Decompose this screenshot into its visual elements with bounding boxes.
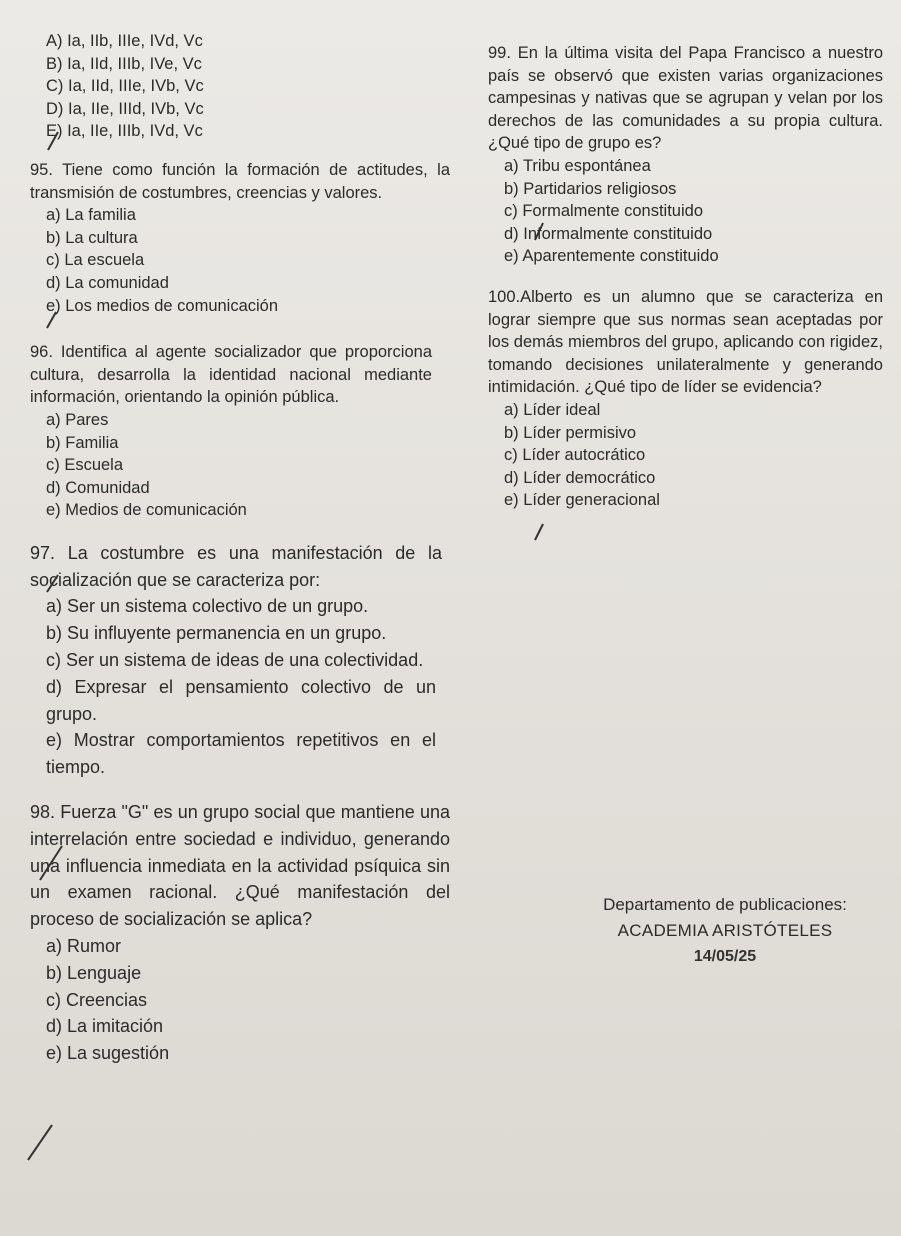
q98-option-b: b) Lenguaje xyxy=(46,962,142,983)
q98-option-e: e) La sugestión xyxy=(46,1043,170,1064)
q95-option-c: c) La escuela xyxy=(46,251,145,270)
option-c: C) Ia, IId, IIIe, IVb, Vc xyxy=(46,77,204,96)
question-100 xyxy=(488,286,883,512)
publisher-department: Departamento de publicaciones: xyxy=(603,895,847,914)
q98-option-d: d) La imitación xyxy=(46,1016,164,1037)
question-99 xyxy=(488,42,883,268)
question-100-text: 100.Alberto es un alumno que se caracteriza en lograr siempre que sus normas sean aceptadas por los demás miembros del grupo, aplicando con rigidez, tomando decisiones unilateralmente y generando intimidación. ¿Qué tipo de líder se evidencia? xyxy=(488,287,883,397)
q97-option-e: e) Mostrar comportamientos repetitivos en el tiempo. xyxy=(46,730,436,778)
publisher-block xyxy=(560,892,890,970)
q98-option-c: c) Creencias xyxy=(46,989,148,1010)
q99-option-c: c) Formalmente constituido xyxy=(504,202,703,221)
publisher-date: 14/05/25 xyxy=(693,948,757,965)
option-b: B) Ia, IId, IIIb, IVe, Vc xyxy=(46,54,202,73)
q95-option-a: a) La familia xyxy=(46,206,136,225)
q96-option-d: d) Comunidad xyxy=(46,478,150,497)
q95-option-d: d) La comunidad xyxy=(46,273,169,292)
q96-option-a: a) Pares xyxy=(46,410,109,429)
question-96 xyxy=(30,341,460,522)
q97-option-d: d) Expresar el pensamiento colectivo de un grupo. xyxy=(46,676,436,724)
option-d: D) Ia, IIe, IIId, IVb, Vc xyxy=(46,99,204,118)
q99-option-a: a) Tribu espontánea xyxy=(504,156,651,175)
q100-option-e: e) Líder generacional xyxy=(504,491,660,510)
q96-option-e: e) Medios de comunicación xyxy=(46,501,247,520)
question-97-text: 97. La costumbre es una manifestación de la socialización que se caracteriza por: xyxy=(30,542,442,590)
q97-option-c: c) Ser un sistema de ideas de una colectividad. xyxy=(46,650,424,671)
left-column xyxy=(30,30,460,1071)
question-98-text: 98. Fuerza "G" es un grupo social que mantiene una interrelación entre sociedad e individuo, generando una influencia inmediata en la actividad psíquica sin un examen racional. ¿Qué manifestación del proceso de socialización se aplica? xyxy=(30,802,450,930)
q98-option-a: a) Rumor xyxy=(46,936,122,957)
question-99-text: 99. En la última visita del Papa Francisco a nuestro país se observó que existen varias organizaciones campesinas y nativas que se agrupan y velan por los derechos de las comunidades a su propia cultura. ¿Qué tipo de grupo es? xyxy=(488,44,883,153)
question-95 xyxy=(30,159,460,317)
answer-mark-q100-c xyxy=(535,524,543,540)
question-98 xyxy=(30,799,460,1067)
question-95-text: 95. Tiene como función la formación de actitudes, la transmisión de costumbres, creencias y valores. xyxy=(30,160,450,202)
q99-option-e: e) Aparentemente constituido xyxy=(504,247,719,266)
q100-option-b: b) Líder permisivo xyxy=(504,423,637,442)
q100-option-d: d) Líder democrático xyxy=(504,468,656,487)
q100-option-a: a) Líder ideal xyxy=(504,400,601,419)
matching-answer-options xyxy=(30,30,460,143)
q96-option-b: b) Familia xyxy=(46,433,119,452)
option-a: A) Ia, IIb, IIIe, IVd, Vc xyxy=(46,32,203,50)
q99-option-d: d) Informalmente constituido xyxy=(504,224,713,243)
q97-option-b: b) Su influyente permanencia en un grupo. xyxy=(46,623,387,644)
q95-option-e: e) Los medios de comunicación xyxy=(46,296,279,315)
answer-mark-q98-b xyxy=(28,1125,52,1160)
question-97 xyxy=(30,540,460,781)
q95-option-b: b) La cultura xyxy=(46,228,138,247)
option-e: E) Ia, IIe, IIIb, IVd, Vc xyxy=(46,122,203,141)
question-96-text: 96. Identifica al agente socializador que proporciona cultura, desarrolla la identidad nacional mediante información, orientando la opinión pública. xyxy=(30,343,432,407)
q96-option-c: c) Escuela xyxy=(46,456,124,475)
q99-option-b: b) Partidarios religiosos xyxy=(504,179,677,198)
q97-option-a: a) Ser un sistema colectivo de un grupo. xyxy=(46,596,369,617)
publisher-academy: ACADEMIA ARISTÓTELES xyxy=(617,921,833,940)
right-column xyxy=(488,42,883,516)
q100-option-c: c) Líder autocrático xyxy=(504,446,646,465)
